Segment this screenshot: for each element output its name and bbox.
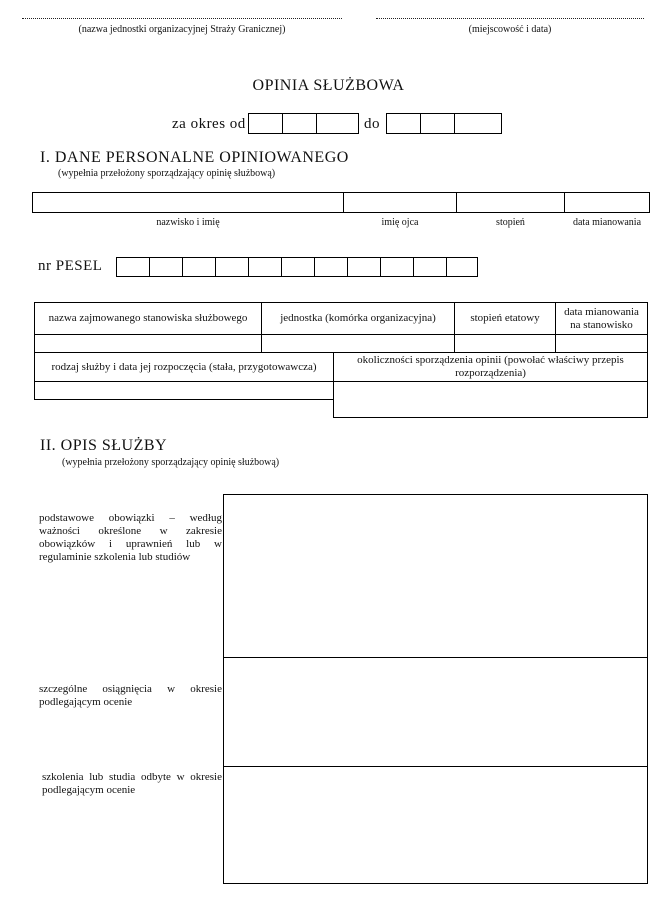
father-name-field[interactable]	[343, 192, 457, 213]
document-title: OPINIA SŁUŻBOWA	[252, 77, 405, 94]
appointment-date-label: data mianowania	[572, 217, 642, 228]
pesel-digit-field[interactable]	[347, 257, 381, 277]
achievements-field[interactable]	[223, 657, 648, 767]
pesel-digit-field[interactable]	[248, 257, 282, 277]
basic-duties-label: podstawowe obowiązki – według ważności określone w zakresie obowiązków i uprawnień lub w regulaminie szkolenia lub studiów	[39, 512, 222, 563]
surname-name-label: nazwisko i imię	[156, 217, 220, 228]
place-date-caption: (miejscowość i data)	[468, 24, 552, 35]
pesel-digit-field[interactable]	[380, 257, 414, 277]
circumstances-field[interactable]	[333, 381, 648, 418]
father-name-label: imię ojca	[381, 217, 419, 228]
position-name-field[interactable]	[34, 334, 262, 353]
pesel-digit-field[interactable]	[314, 257, 348, 277]
pesel-digit-field[interactable]	[182, 257, 216, 277]
service-type-header: rodzaj służby i data jej rozpoczęcia (stała, przygotowawcza)	[34, 352, 334, 382]
pesel-label: nr PESEL	[38, 258, 103, 274]
pesel-digit-boxes	[116, 257, 478, 277]
surname-name-field[interactable]	[32, 192, 344, 213]
post-appointment-date-field[interactable]	[555, 334, 648, 353]
period-from-label: za okres od	[172, 116, 246, 132]
post-appointment-date-header: data mianowania na stanowisko	[555, 302, 648, 335]
period-to-field-3[interactable]	[454, 113, 502, 134]
post-rank-header: stopień etatowy	[454, 302, 556, 335]
period-from-field-3[interactable]	[316, 113, 359, 134]
section-1-note: (wypełnia przełożony sporządzający opinię służbową)	[58, 168, 276, 179]
period-to-field-2[interactable]	[420, 113, 455, 134]
basic-duties-field[interactable]	[223, 494, 648, 658]
period-from-field-1[interactable]	[248, 113, 283, 134]
service-type-field[interactable]	[34, 381, 334, 400]
pesel-digit-field[interactable]	[215, 257, 249, 277]
achievements-label: szczególne osiągnięcia w okresie podlegającym ocenie	[39, 683, 222, 708]
post-rank-field[interactable]	[454, 334, 556, 353]
section-2-heading: II. OPIS SŁUŻBY	[40, 437, 168, 454]
pesel-digit-field[interactable]	[413, 257, 447, 277]
unit-name-caption: (nazwa jednostki organizacyjnej Straży Granicznej)	[78, 24, 286, 35]
section-2-note: (wypełnia przełożony sporządzający opinię służbową)	[62, 457, 280, 468]
period-from-field-2[interactable]	[282, 113, 317, 134]
pesel-digit-field[interactable]	[116, 257, 150, 277]
circumstances-header: okoliczności sporządzenia opinii (powołać właściwy przepis rozporządzenia)	[333, 352, 648, 382]
place-date-line[interactable]	[376, 18, 644, 19]
position-name-header: nazwa zajmowanego stanowiska służbowego	[34, 302, 262, 335]
trainings-label: szkolenia lub studia odbyte w okresie podlegającym ocenie	[42, 771, 222, 796]
period-to-field-1[interactable]	[386, 113, 421, 134]
section-1-heading: I. DANE PERSONALNE OPINIOWANEGO	[40, 149, 349, 166]
period-to-label: do	[364, 116, 380, 132]
rank-label: stopień	[496, 217, 525, 228]
pesel-digit-field[interactable]	[446, 257, 478, 277]
pesel-digit-field[interactable]	[149, 257, 183, 277]
unit-field[interactable]	[261, 334, 455, 353]
unit-name-line[interactable]	[22, 18, 342, 19]
rank-field[interactable]	[456, 192, 565, 213]
pesel-digit-field[interactable]	[281, 257, 315, 277]
trainings-field[interactable]	[223, 766, 648, 884]
unit-header: jednostka (komórka organizacyjna)	[261, 302, 455, 335]
appointment-date-field[interactable]	[564, 192, 650, 213]
